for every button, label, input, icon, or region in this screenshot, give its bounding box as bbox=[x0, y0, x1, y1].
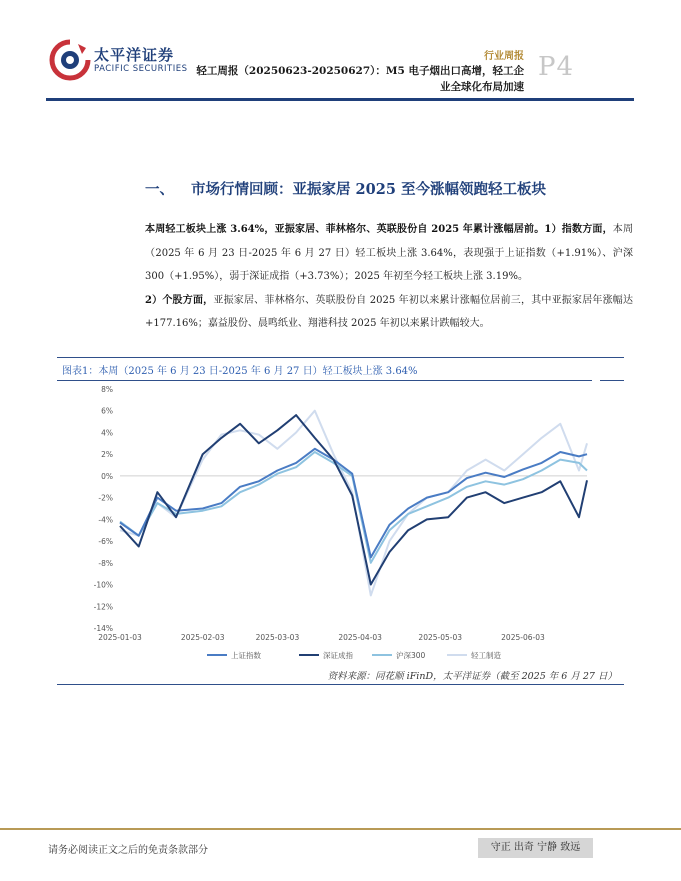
footer-motto: 守正 出奇 宁静 致远 bbox=[478, 838, 593, 858]
footer-disclaimer: 请务必阅读正文之后的免责条款部分 bbox=[48, 845, 208, 856]
section-title-text: 市场行情回顾：亚振家居 2025 至今涨幅领跑轻工板块 bbox=[191, 181, 546, 198]
x-tick-label: 2025-02-03 bbox=[180, 633, 225, 642]
page-number: P4 bbox=[538, 52, 575, 82]
doc-type-label: 行业周报 bbox=[484, 51, 524, 62]
para-bold-1: 本周轻工板块上涨 3.64%，亚振家居、菲林格尔、英联股份自 2025 年累计涨幅居前。1）指数方面， bbox=[145, 224, 613, 235]
para-bold-2: 2）个股方面， bbox=[145, 294, 214, 306]
y-tick-label: -12% bbox=[93, 602, 113, 612]
y-tick-label: 4% bbox=[101, 428, 113, 438]
series-line bbox=[120, 452, 587, 563]
section-number: 一、 bbox=[145, 181, 174, 198]
figure-rule-bottom bbox=[57, 684, 624, 685]
y-tick-label: 6% bbox=[101, 406, 113, 416]
figure-rule-top bbox=[57, 357, 624, 358]
body-paragraph bbox=[145, 218, 633, 336]
figure-rule-title-tail bbox=[600, 380, 624, 381]
x-tick-label: 2025-06-03 bbox=[501, 633, 545, 642]
x-tick-label: 2025-04-03 bbox=[338, 633, 382, 642]
company-logo bbox=[48, 38, 198, 82]
y-tick-label: 0% bbox=[101, 471, 113, 481]
y-tick-label: -8% bbox=[98, 558, 113, 568]
figure-rule-title bbox=[57, 380, 592, 381]
logo-name-cn: 太平洋证券 bbox=[94, 46, 175, 64]
x-tick-label: 2025-01-03 bbox=[98, 633, 142, 642]
figure-title: 图表1：本周（2025 年 6 月 23 日-2025 年 6 月 27 日）轻工板块上涨 3.64% bbox=[62, 366, 418, 377]
y-tick-label: -4% bbox=[98, 515, 113, 525]
legend-label: 深证成指 bbox=[323, 651, 353, 660]
series-line bbox=[120, 415, 587, 584]
para-text-2: 亚振家居、菲林格尔、英联股份自 2025 年初以来累计涨幅位居前三，其中亚振家居年涨幅达+177.16%；嘉益股份、晨鸣纸业、翔港科技 2025 年初以来累计跌幅较大。 bbox=[145, 294, 633, 329]
logo-name-en: PACIFIC SECURITIES bbox=[94, 64, 188, 74]
x-tick-label: 2025-03-03 bbox=[255, 633, 300, 642]
header-divider bbox=[46, 98, 634, 101]
y-tick-label: -14% bbox=[93, 624, 113, 633]
legend-label: 轻工制造 bbox=[471, 651, 501, 660]
para-text-1: 本周（2025 年 6 月 23 日-2025 年 6 月 27 日）轻工板块上涨 3.64%，表现强于上证指数（+1.91%）、沪深 300（+1.95%），弱于深证成指（+3.73%）；2025 年初至今轻工板块上涨 3.19%。 bbox=[145, 224, 633, 282]
y-tick-label: 8% bbox=[101, 385, 113, 394]
line-chart bbox=[57, 382, 624, 668]
footer-divider bbox=[0, 828, 681, 830]
y-tick-label: -6% bbox=[98, 537, 113, 547]
logo-emblem-icon bbox=[48, 38, 92, 82]
section-heading bbox=[145, 178, 546, 199]
figure-source: 资料来源：同花顺 iFinD，太平洋证券（截至 2025 年 6 月 27 日） bbox=[327, 671, 617, 682]
y-tick-label: -2% bbox=[98, 493, 113, 503]
y-tick-label: -10% bbox=[93, 580, 113, 590]
legend-label: 上证指数 bbox=[231, 651, 261, 660]
y-tick-label: 2% bbox=[101, 450, 113, 460]
report-title: 轻工周报（20250623-20250627）：M5 电子烟出口高增，轻工企业全球化布局加速 bbox=[196, 65, 524, 93]
legend-label: 沪深300 bbox=[396, 651, 426, 660]
x-tick-label: 2025-05-03 bbox=[418, 633, 463, 642]
